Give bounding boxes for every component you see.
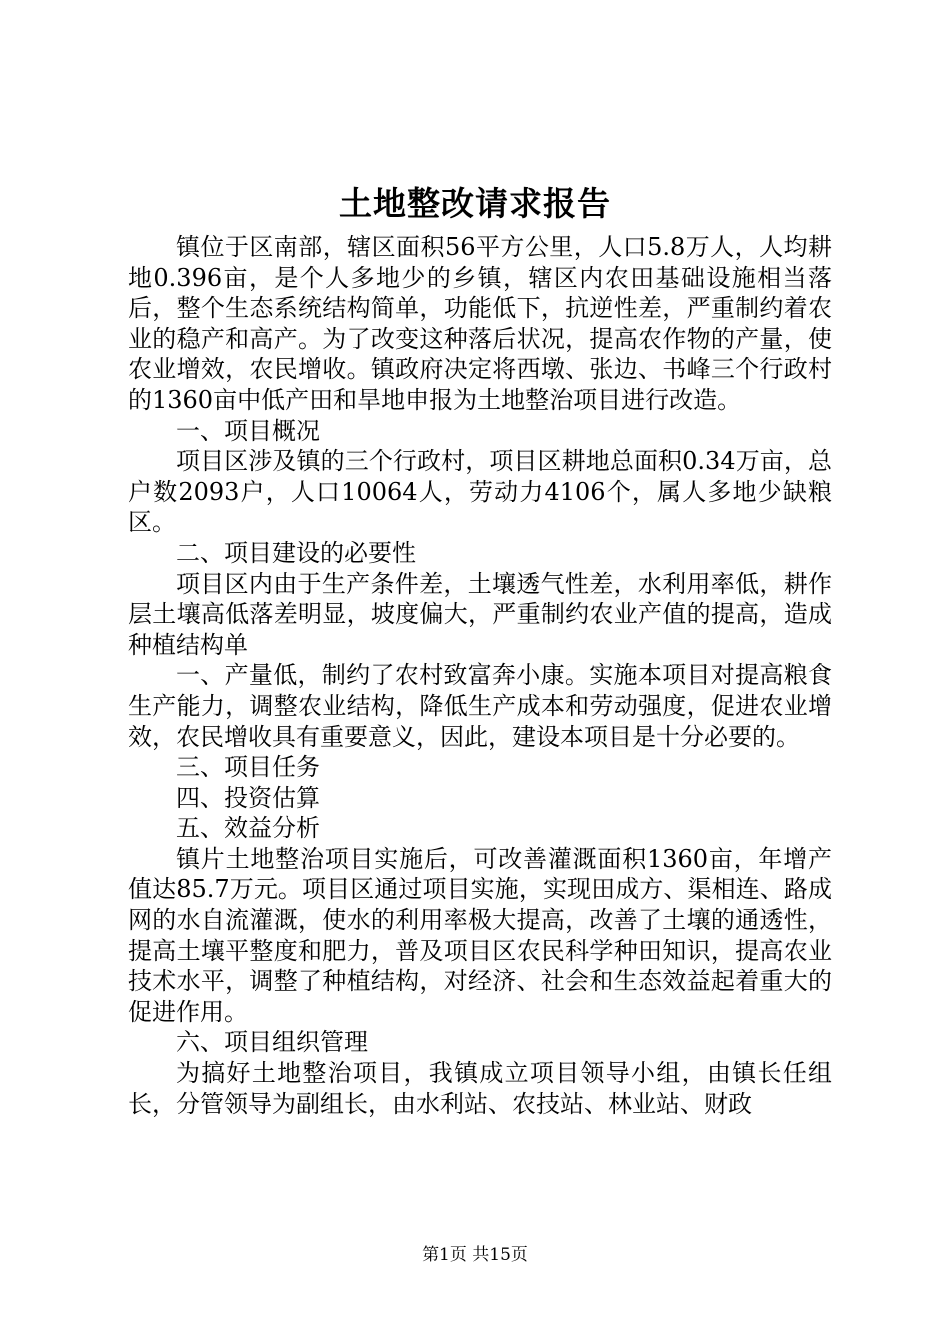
section-heading-overview: 一、项目概况: [176, 416, 320, 445]
page-footer: 第1页 共15页: [422, 1245, 528, 1265]
paragraph-management: 为搞好土地整治项目，我镇成立项目领导小组，由镇长任组长，分管领导为副组长，由水利站、农技站、林业站、财政: [128, 1059, 832, 1118]
section-heading-necessity: 二、项目建设的必要性: [176, 538, 416, 567]
section-heading-benefits: 五、效益分析: [176, 814, 320, 843]
section-heading-tasks: 三、项目任务: [176, 753, 320, 782]
paragraph-benefits: 镇片土地整治项目实施后，可改善灌溉面积1360亩，年增产值达85.7万元。项目区通过项目实施，实现田成方、渠相连、路成网的水自流灌溉，使水的利用率极大提高，改善了土壤的通透性，提高土壤平整度和肥力，普及项目区农民科学种田知识，提高农业技术水平，调整了种植结构，对经济、社会和生态效益起着重大的促进作用。: [128, 844, 832, 1026]
paragraph-intro: 镇位于区南部，辖区面积56平方公里，人口5.8万人，人均耕地0.396亩，是个人多地少的乡镇，辖区内农田基础设施相当落后，整个生态系统结构简单，功能低下，抗逆性差，严重制约着农业的稳产和高产。为了改变这种落后状况，提高农作物的产量，使农业增效，农民增收。镇政府决定将西墩、张边、书峰三个行政村的1360亩中低产田和旱地申报为土地整治项目进行改造。: [128, 233, 832, 414]
section-heading-management: 六、项目组织管理: [176, 1028, 368, 1057]
document-body: [128, 232, 832, 1119]
paragraph-overview: 项目区涉及镇的三个行政村，项目区耕地总面积0.34万亩，总户数2093户，人口10064人，劳动力4106个，属人多地少缺粮区。: [128, 447, 832, 537]
document-title: 土地整改请求报告: [339, 184, 611, 223]
paragraph-necessity: 项目区内由于生产条件差，土壤透气性差，水利用率低，耕作层土壤高低落差明显，坡度偏大，严重制约农业产值的提高，造成种植结构单: [128, 569, 832, 659]
section-heading-investment: 四、投资估算: [176, 783, 320, 812]
paragraph-necessity-continued: 一、产量低，制约了农村致富奔小康。实施本项目对提高粮食生产能力，调整农业结构，降低生产成本和劳动强度，促进农业增效，农民增收具有重要意义，因此，建设本项目是十分必要的。: [128, 661, 832, 751]
